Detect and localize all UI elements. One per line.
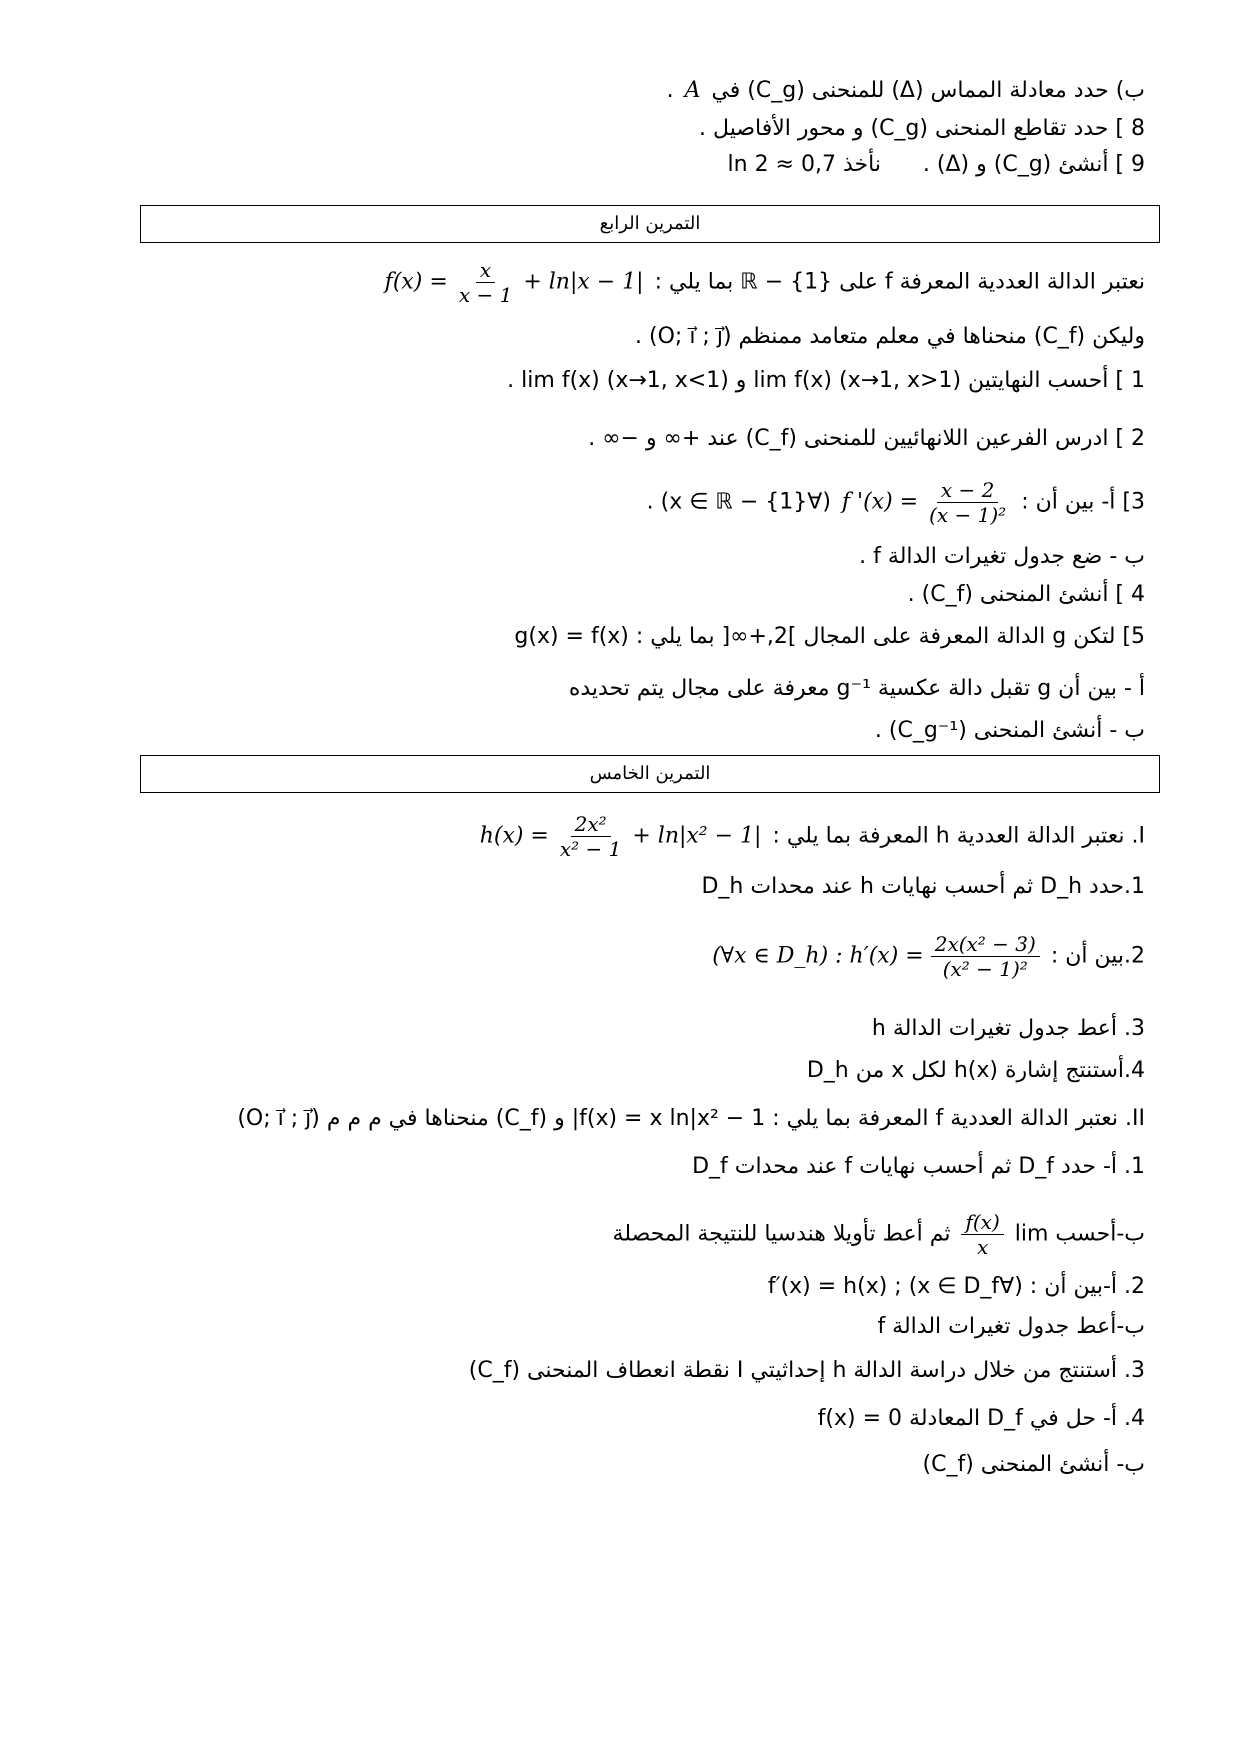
ex5-p2-q1a: 1. أ- حدد D_f ثم أحسب نهايات f عند محدات D_f: [692, 1154, 1145, 1179]
ex5-p1-q2: 2.بين أن : (∀x ∈ D_h) : h′(x) = $\frac{\text{2x(x² − 3)}}{\text{(x² − 1)²}}$: [712, 932, 1145, 981]
ex5-p2-q4b: ب- أنشئ المنحنى (C_f): [922, 1452, 1145, 1477]
ex4-intro: نعتبر الدالة العددية المعرفة f على ℝ − {1} بما يلي : f(x) = $\frac{x}{x - 1}$ + ln|x − 1|: [384, 258, 1145, 307]
exercise-5-title: التمرين الخامس: [140, 755, 1160, 793]
ex4-q1: 1 ] أحسب النهايتين lim f(x) (x→1, x>1) و lim f(x) (x→1, x<1) .: [507, 368, 1145, 393]
ex4-q5b: ب - أنشئ المنحنى (C_g⁻¹) .: [874, 718, 1145, 743]
ex4-q4: 4 ] أنشئ المنحنى (C_f) .: [907, 582, 1145, 607]
ex5-p1-q1: 1.حدد D_h ثم أحسب نهايات h عند محدات D_h: [701, 874, 1145, 899]
ex5-p2-q4a: 4. أ- حل في D_f المعادلة f(x) = 0: [817, 1406, 1145, 1431]
ex4-q3a: 3] أ- بين أن : f '(x) = $\frac{x - 2}{\text{(x − 1)²}}$ (∀x ∈ ℝ − {1}) .: [646, 478, 1145, 527]
ex5-p2-q3: 3. أستنتج من خلال دراسة الدالة h إحداثيتي I نقطة انعطاف المنحنى (C_f): [468, 1358, 1145, 1383]
exercise-4-title: التمرين الرابع: [140, 205, 1160, 243]
ex4-q5a: أ - بين أن g تقبل دالة عكسية g⁻¹ معرفة على مجال يتم تحديده: [568, 676, 1145, 701]
ex5-p2-q1b: ب-أحسب lim $\frac{f(x)}{x}$ ثم أعط تأويلا هندسيا للنتيجة المحصلة: [612, 1210, 1145, 1259]
ex5-p2-intro: II. نعتبر الدالة العددية f المعرفة بما يلي : f(x) = x ln|x² − 1| و (C_f) منحناها في م م م (O; i⃗ ; j⃗): [237, 1106, 1145, 1131]
ex5-p2-q2a: 2. أ-بين أن : (∀x ∈ D_f) ; f′(x) = h(x): [767, 1274, 1145, 1299]
ex4-q5: 5] لتكن g الدالة المعرفة على المجال ]2,+∞[ بما يلي : g(x) = f(x): [514, 624, 1145, 649]
line-q8: 8 ] حدد تقاطع المنحنى (C_g) و محور الأفاصيل .: [699, 116, 1145, 141]
line-tangent: ب) حدد معادلة المماس (Δ) للمنحنى (C_g) في A .: [666, 78, 1145, 103]
ex4-q2: 2 ] ادرس الفرعين اللانهائيين للمنحنى (C_f) عند +∞ و −∞ .: [588, 426, 1145, 451]
intro-fraction: $\frac{x}{x - 1}$: [458, 258, 513, 307]
ex4-frame: وليكن (C_f) منحناها في معلم متعامد ممنظم (O; i⃗ ; j⃗) .: [635, 324, 1145, 349]
ex4-q3b: ب - ضع جدول تغيرات الدالة f .: [859, 544, 1145, 569]
ex5-p2-q2b: ب-أعط جدول تغيرات الدالة f: [877, 1314, 1145, 1339]
ex5-p1-q4: 4.أستنتج إشارة h(x) لكل x من D_h: [806, 1058, 1145, 1083]
ex5-p1-q3: 3. أعط جدول تغيرات الدالة h: [871, 1016, 1145, 1041]
ex5-p1-intro: I. نعتبر الدالة العددية h المعرفة بما يلي : h(x) = $\frac{\text{2x²}}{\text{x² − 1}}$ + ln|x² − 1|: [479, 812, 1145, 861]
line-q9: 9 ] أنشئ (C_g) و (Δ) . نأخذ ln 2 ≈ 0,7: [727, 152, 1145, 177]
